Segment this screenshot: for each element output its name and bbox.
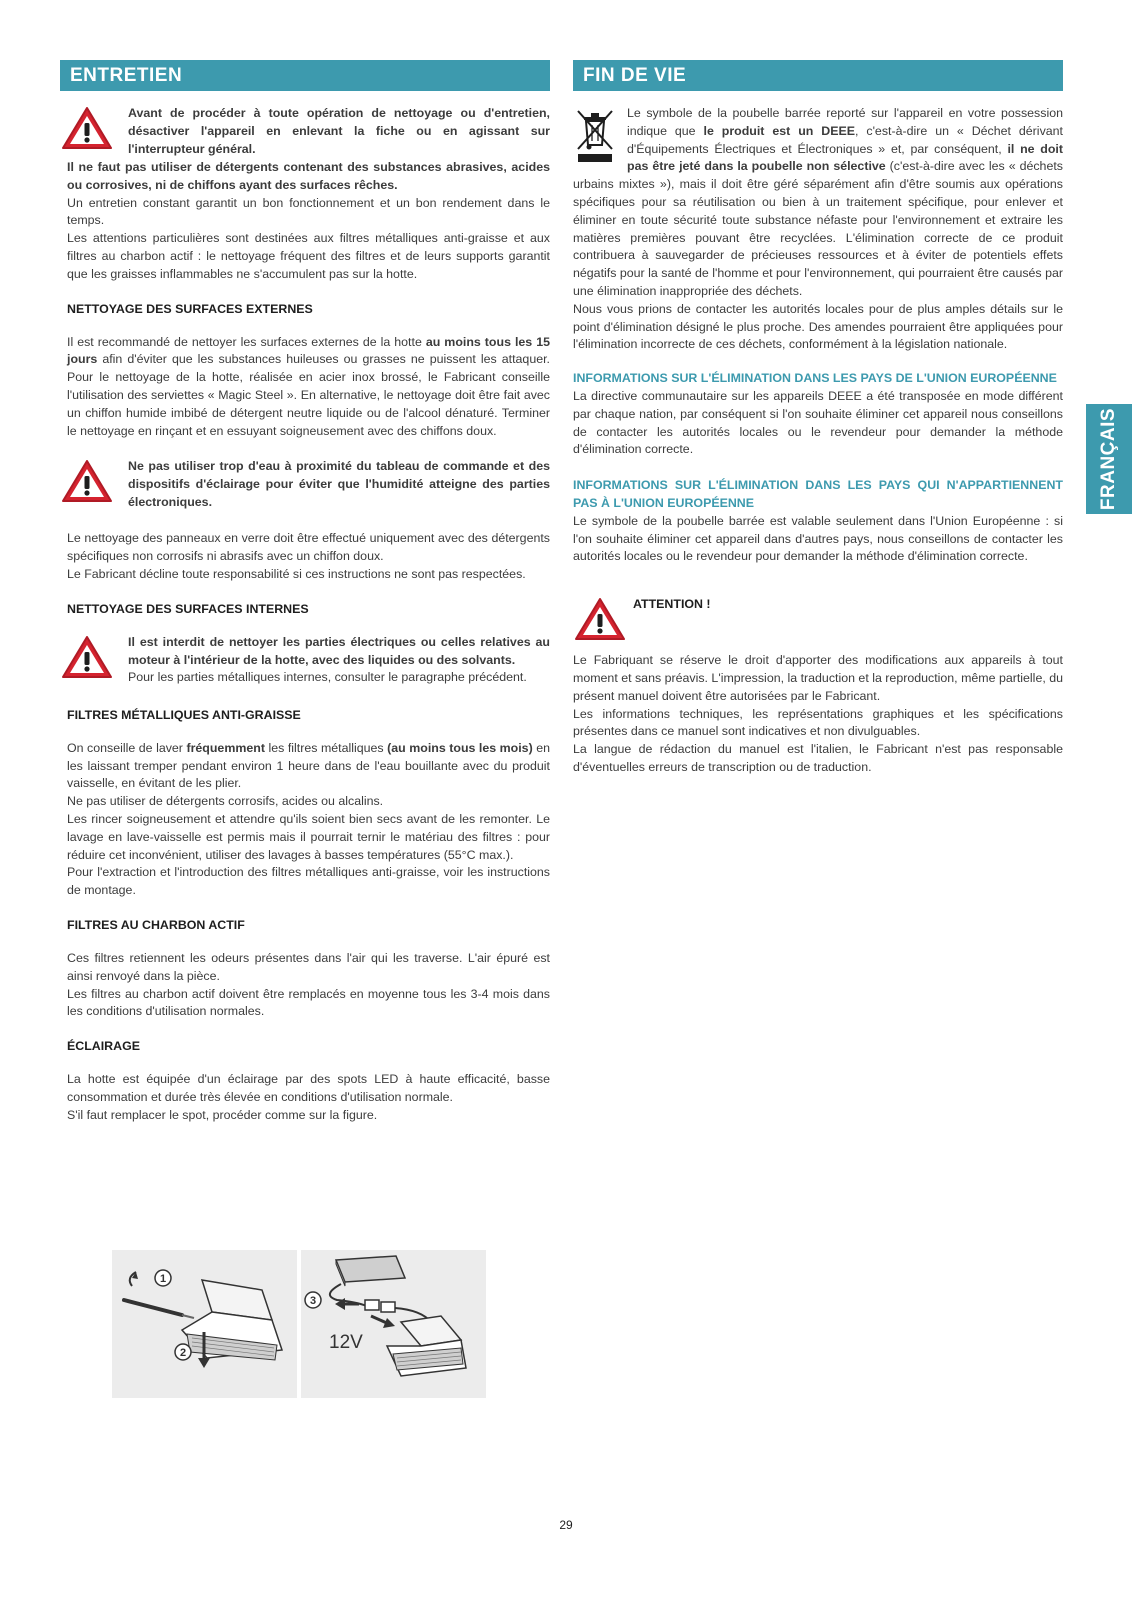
subheading-external-surfaces: NETTOYAGE DES SURFACES EXTERNES	[67, 301, 313, 316]
section-header-fin-de-vie: FIN DE VIE	[573, 60, 1063, 91]
step-1-label: 1	[159, 1273, 167, 1285]
paragraph: Les rincer soigneusement et attendre qu'ils soient bien secs avant de les remonter. Le lavage en lave-vaisselle est permis mais il pourrait ternir le matériau des filtres : pour réduire cet inconvénient, utiliser des lavages à basses températures (55°C max.).	[67, 811, 550, 862]
paragraph: S'il faut remplacer le spot, procéder comme sur la figure.	[67, 1107, 378, 1122]
paragraph: Le Fabriquant se réserve le droit d'apporter des modifications aux appareils à tout moment et sans préavis. L'impression, la traduction et la reproduction, même partielle, du présent manuel doivent être autorisées par le Fabricant.	[573, 653, 1063, 703]
voltage-label: 12V	[329, 1332, 363, 1353]
external-cleaning-paragraph: Il est recommandé de nettoyer les surfaces externes de la hotte au moins tous les 15 jours afin d'éviter que les substances huileuses ou grasses ne puissent les attaquer. Pour le nettoyage de la hotte, réalisée en acier inox brossé, le Fabricant conseille l'utilisation des serviettes « Magic Steel ». En alternative, le nettoyage doit être fait avec un chiffon humide imbibé de détergent neutre liquide ou de l'alcool dénaturé. Terminer le nettoyage en rinçant et en essuyant soigneusement avec des chiffons doux.	[67, 334, 550, 438]
left-column	[60, 60, 550, 1125]
paragraph: Le Fabricant décline toute responsabilité si ces instructions ne sont pas respectées.	[67, 566, 526, 581]
warning-triangle-icon	[60, 105, 114, 151]
warning-triangle-icon	[573, 596, 627, 642]
warning-block-power	[60, 105, 550, 161]
figure-led-removal	[112, 1250, 297, 1398]
language-label: FRANÇAIS	[1098, 407, 1119, 511]
detergent-warning: Il ne faut pas utiliser de détergents contenant des substances abrasives, acides ou corrosives, ni de chiffons ayant des surfaces rêches.	[67, 160, 550, 192]
weee-paragraph-block	[573, 105, 1063, 301]
subheading-eu-disposal: INFORMATIONS SUR L'ÉLIMINATION DANS LES PAYS DE L'UNION EUROPÉENNE	[573, 371, 1057, 386]
paragraph: Les informations techniques, les représentations graphiques et les spécifications présentes dans ce manuel sont indicatives et non divulguables.	[573, 706, 1063, 739]
subheading-metal-filters: FILTRES MÉTALLIQUES ANTI-GRAISSE	[67, 707, 301, 722]
right-column	[573, 60, 1063, 777]
figure-led-connector	[301, 1250, 486, 1398]
led-removal-illustration	[112, 1250, 297, 1398]
subheading-carbon-filters: FILTRES AU CHARBON ACTIF	[67, 917, 245, 932]
paragraph: Nous vous prions de contacter les autorités locales pour de plus amples détails sur le point d'élimination désigné le plus proche. Des amendes pourraient être appliquées pour l'élimination incorrecte de ces déchets, conformément à la législation nationale.	[573, 301, 1063, 352]
paragraph: La langue de rédaction du manuel est l'italien, le Fabricant n'est pas responsable d'éventuelles erreurs de transcription ou de traduction.	[573, 742, 1063, 774]
subheading-non-eu-disposal: INFORMATIONS SUR L'ÉLIMINATION DANS LES PAYS QUI N'APPARTIENNENT PAS À L'UNION EUROPÉENNE	[573, 478, 1063, 510]
warning-block-water	[60, 458, 550, 514]
weee-paragraph: Le symbole de la poubelle barrée reporté sur l'appareil en votre possession indique que le produit est un DEEE, c'est-à-dire un « Déchet dérivant d'Équipements Électriques et Électroniques » et, par conséquent, il ne doit pas être jeté dans la poubelle non sélective (c'est-à-dire avec les « déchets urbains mixtes »), mais il doit être géré séparément afin d'être soumis aux opérations spécifiques pour sa réutilisation ou bien à un traitement spécifique, pour enlever et éliminer en toute sécurité toute substance néfaste pour l'environnement et extraire les matières premières pouvant être recyclées. L'élimination correcte de ce produit contribuera à sauvegarder de précieuses ressources et à éviter de potentiels effets négatifs pour la santé de l'homme et pour l'environnement, qui pourraient être causés par une élimination inappropriée des déchets.	[573, 106, 1064, 298]
warning-triangle-icon	[60, 634, 114, 680]
step-2-label: 2	[179, 1347, 187, 1359]
crossed-bin-icon	[573, 107, 617, 167]
step-3-label: 3	[309, 1295, 317, 1307]
paragraph: Pour les parties métalliques internes, consulter le paragraphe précédent.	[128, 670, 527, 685]
section-header-entretien: ENTRETIEN	[60, 60, 550, 91]
warning-triangle-icon	[60, 458, 114, 504]
led-connector-illustration	[301, 1250, 486, 1398]
paragraph: La directive communautaire sur les appareils DEEE a été transposée en mode différent par chaque nation, par conséquent si l'on souhaite éliminer cet appareil nous conseillons de contacter les autorités locales ou le revendeur pour demander la méthode d'élimination correcte.	[573, 388, 1063, 457]
paragraph: Le symbole de la poubelle barrée est valable seulement dans l'Union Européenne : si l'on souhaite éliminer cet appareil dans d'autres pays, nous conseillons de contacter les autorités locales ou le revendeur pour demander la méthode d'élimination correcte.	[573, 513, 1063, 564]
warning-power-text: Avant de procéder à toute opération de nettoyage ou d'entretien, désactiver l'appareil en enlevant la fiche ou en agissant sur l'interrupteur général.	[128, 106, 550, 156]
paragraph: La hotte est équipée d'un éclairage par des spots LED à haute efficacité, basse consommation et durée très élevée en conditions d'utilisation normale.	[67, 1072, 550, 1104]
paragraph: Pour l'extraction et l'introduction des filtres métalliques anti-graisse, voir les instructions de montage.	[67, 865, 550, 898]
page-number: 29	[559, 1518, 573, 1532]
warning-water-text: Ne pas utiliser trop d'eau à proximité du tableau de commande et des dispositifs d'éclairage pour éviter que l'humidité atteigne des parties électroniques.	[128, 459, 550, 509]
language-tab	[1086, 404, 1132, 514]
paragraph: Ces filtres retiennent les odeurs présentes dans l'air qui les traverse. L'air épuré est ainsi renvoyé dans la pièce.	[67, 950, 550, 983]
warning-internal-text: Il est interdit de nettoyer les parties électriques ou celles relatives au moteur à l'intérieur de la hotte, avec des liquides ou des solvants.	[128, 634, 550, 667]
paragraph: Un entretien constant garantit un bon fonctionnement et un bon rendement dans le temps.	[67, 195, 550, 228]
attention-label: ATTENTION !	[633, 597, 711, 612]
paragraph: Les filtres au charbon actif doivent être remplacés en moyenne tous les 3-4 mois dans les conditions d'utilisation normales.	[67, 986, 550, 1019]
attention-block	[573, 596, 1063, 652]
paragraph: Ne pas utiliser de détergents corrosifs, acides ou alcalins.	[67, 794, 384, 809]
warning-block-internal	[60, 634, 550, 690]
metal-filters-paragraph: On conseille de laver fréquemment les filtres métalliques (au moins tous les mois) en les laissant tremper pendant environ 1 heure dans de l'eau bouillante avec du produit vaisselle, en évitant de les plier.	[67, 740, 550, 791]
paragraph: Le nettoyage des panneaux en verre doit être effectué uniquement avec des détergents spécifiques non corrosifs ni abrasifs avec un chiffon doux.	[67, 531, 550, 564]
paragraph: Les attentions particulières sont destinées aux filtres métalliques anti-graisse et aux filtres au charbon actif : le nettoyage fréquent des filtres et de leurs supports garantit que les graisses inflammables ne s'accumulent pas sur la hotte.	[67, 231, 550, 281]
subheading-internal-surfaces: NETTOYAGE DES SURFACES INTERNES	[67, 601, 309, 616]
subheading-lighting: ÉCLAIRAGE	[67, 1039, 140, 1054]
